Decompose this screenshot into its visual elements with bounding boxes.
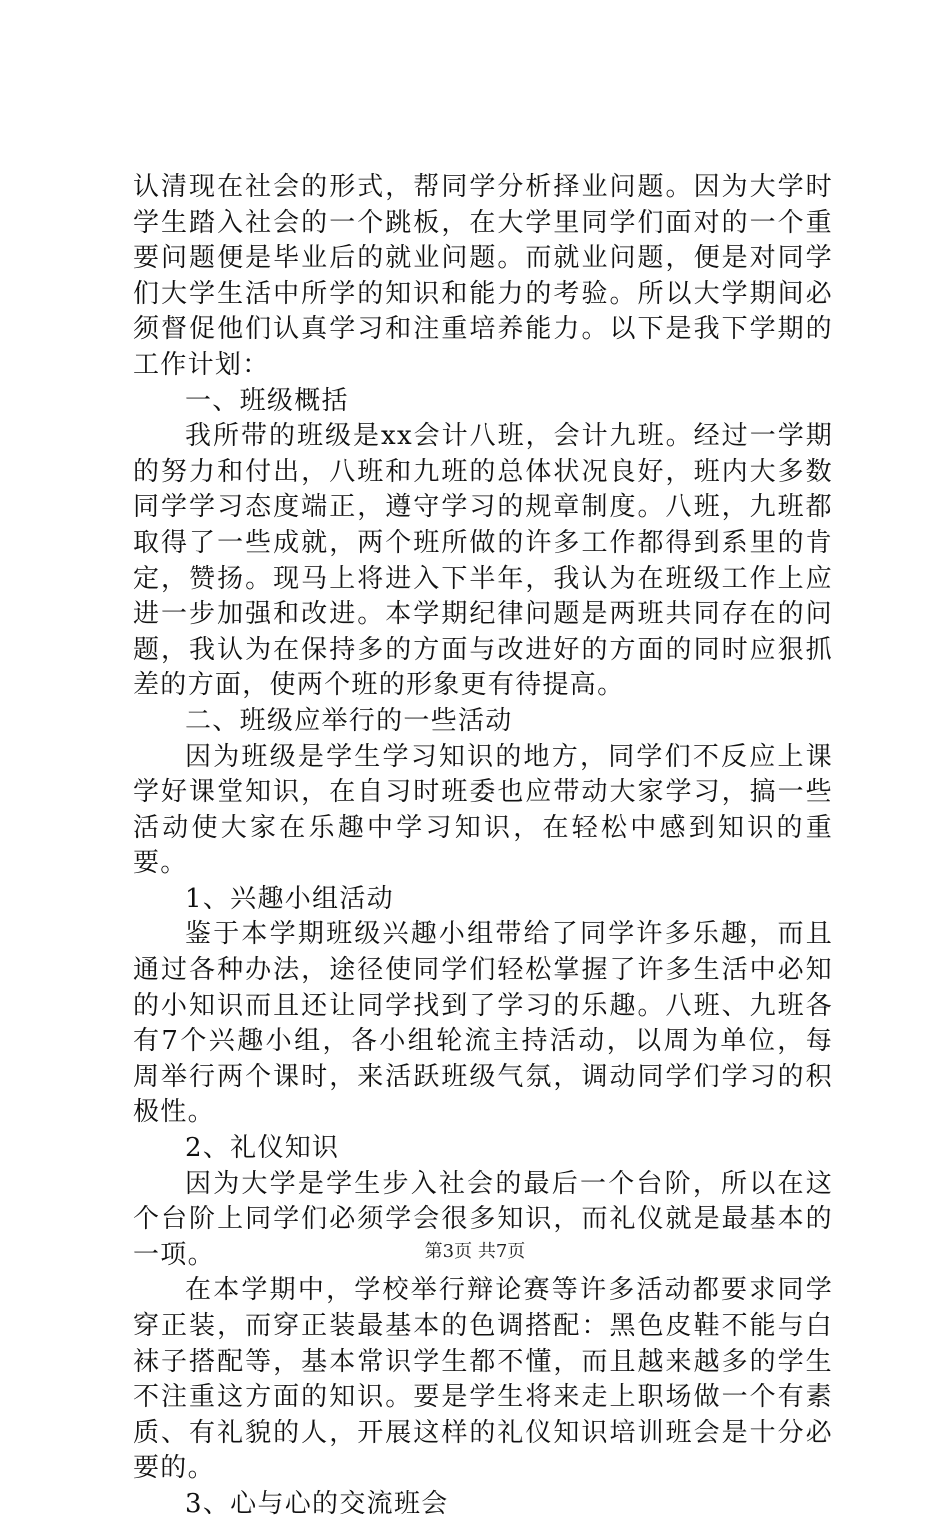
page-footer: 第3页 共7页	[424, 1241, 526, 1262]
section-heading-activities: 二、班级应举行的一些活动	[185, 705, 513, 736]
subheading-etiquette: 2、礼仪知识	[185, 1133, 340, 1164]
section-heading-class-overview: 一、班级概括	[185, 385, 349, 416]
subheading-heart-to-heart: 3、心与心的交流班会	[185, 1488, 449, 1519]
etiquette-paragraph-2: 在本学期中，学校举行辩论赛等许多活动都要求同学穿正装，而穿正装最基本的色调搭配：黑色皮鞋不能与白袜子搭配等，基本常识学生都不懂，而且越来越多的学生不注重这方面的知识。要是学生将来走上职场做一个有素质、有礼貌的人，开展这样的礼仪知识培训班会是十分必要的。	[133, 1275, 833, 1484]
subheading-interest-groups: 1、兴趣小组活动	[185, 883, 394, 914]
intro-paragraph: 认清现在社会的形式，帮同学分析择业问题。因为大学时学生踏入社会的一个跳板，在大学里同学们面对的一个重要问题便是毕业后的就业问题。而就业问题，便是对同学们大学生活中所学的知识和能力的考验。所以大学期间必须督促他们认真学习和注重培养能力。以下是我下学期的工作计划：	[133, 172, 833, 380]
class-overview-paragraph: 我所带的班级是xx会计八班，会计九班。经过一学期的努力和付出，八班和九班的总体状况良好，班内大多数同学学习态度端正，遵守学习的规章制度。八班，九班都取得了一些成就，两个班所做的许多工作都得到系里的肯定，赞扬。现马上将进入下半年，我认为在班级工作上应进一步加强和改进。本学期纪律问题是两班共同存在的问题，我认为在保持多的方面与改进好的方面的同时应狠抓差的方面，使两个班的形象更有待提高。	[133, 421, 833, 701]
etiquette-paragraph-1: 因为大学是学生步入社会的最后一个台阶，所以在这个台阶上同学们必须学会很多知识，而礼仪就是最基本的一项。	[133, 1168, 833, 1270]
interest-groups-paragraph: 鉴于本学期班级兴趣小组带给了同学许多乐趣，而且通过各种办法，途径使同学们轻松掌握了许多生活中必知的小知识而且还让同学找到了学习的乐趣。八班、九班各有7个兴趣小组，各小组轮流主持活动，以周为单位，每周举行两个课时，来活跃班级气氛，调动同学们学习的积极性。	[133, 919, 833, 1128]
activities-paragraph: 因为班级是学生学习知识的地方，同学们不反应上课学好课堂知识，在自习时班委也应带动大家学习，搞一些活动使大家在乐趣中学习知识，在轻松中感到知识的重要。	[133, 741, 833, 879]
document-body	[133, 170, 833, 1523]
